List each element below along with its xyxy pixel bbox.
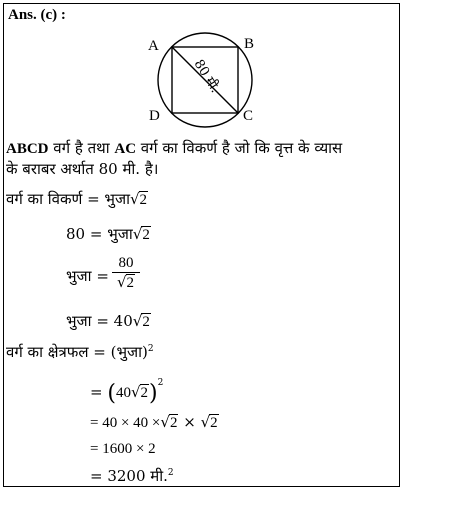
area-step-3: = 1600 × 2 xyxy=(90,441,156,457)
area-formula xyxy=(6,340,154,361)
fraction-80-over-root2 xyxy=(112,254,140,292)
vertex-a: A xyxy=(148,38,159,54)
open-paren: ( xyxy=(107,381,116,406)
times: × xyxy=(178,413,201,431)
equals: = xyxy=(90,383,103,401)
close-paren: ) xyxy=(149,381,158,406)
sqrt-2: √2 xyxy=(132,225,150,243)
exponent: 2 xyxy=(157,378,164,388)
formula-text: वर्ग का विकर्ण = भुजा xyxy=(6,190,130,208)
result-text: = 3200 मी. xyxy=(90,467,168,485)
side-fraction-lhs: भुजा = xyxy=(66,267,109,285)
statement-line-1 xyxy=(6,139,342,158)
square-in-circle-figure xyxy=(140,28,280,128)
bold-abcd: ABCD xyxy=(6,141,49,157)
vertex-c: C xyxy=(243,108,254,124)
equation-80 xyxy=(66,225,151,244)
diagonal-formula xyxy=(6,190,148,209)
diagonal-length-label: 80 मी. xyxy=(190,57,223,96)
formula-text: 80 = भुजा xyxy=(66,225,133,243)
text-segment: वर्ग है तथा xyxy=(48,139,115,157)
coefficient: 40 xyxy=(115,385,131,401)
product-text: = 40 × 40 × xyxy=(90,415,161,431)
formula-text: भुजा = 40 xyxy=(66,312,133,330)
sqrt-2: √2 xyxy=(129,190,148,208)
sqrt-2: √2 xyxy=(132,312,150,330)
sqrt-2: √2 xyxy=(200,413,218,431)
vertex-d: D xyxy=(149,108,160,124)
area-step-2 xyxy=(90,413,219,432)
area-step-1 xyxy=(90,374,164,406)
text-segment: वर्ग का विकर्ण है जो कि वृत्त के व्यास xyxy=(136,139,343,157)
exponent: 2 xyxy=(167,468,174,478)
area-result xyxy=(90,464,174,485)
answer-label: Ans. (c) : xyxy=(8,7,66,23)
sqrt-2: √2 xyxy=(130,383,149,401)
fraction-numerator: 80 xyxy=(118,255,134,271)
formula-text: वर्ग का क्षेत्रफल = (भुजा) xyxy=(6,343,148,361)
fraction-denominator: √2 xyxy=(116,273,135,291)
statement-line-2: के बराबर अर्थात 80 मी. है। xyxy=(6,160,159,178)
vertex-b: B xyxy=(244,36,255,52)
sqrt-2: √2 xyxy=(160,413,178,431)
bold-ac: AC xyxy=(114,141,137,157)
side-value xyxy=(66,312,151,331)
exponent: 2 xyxy=(147,344,154,354)
